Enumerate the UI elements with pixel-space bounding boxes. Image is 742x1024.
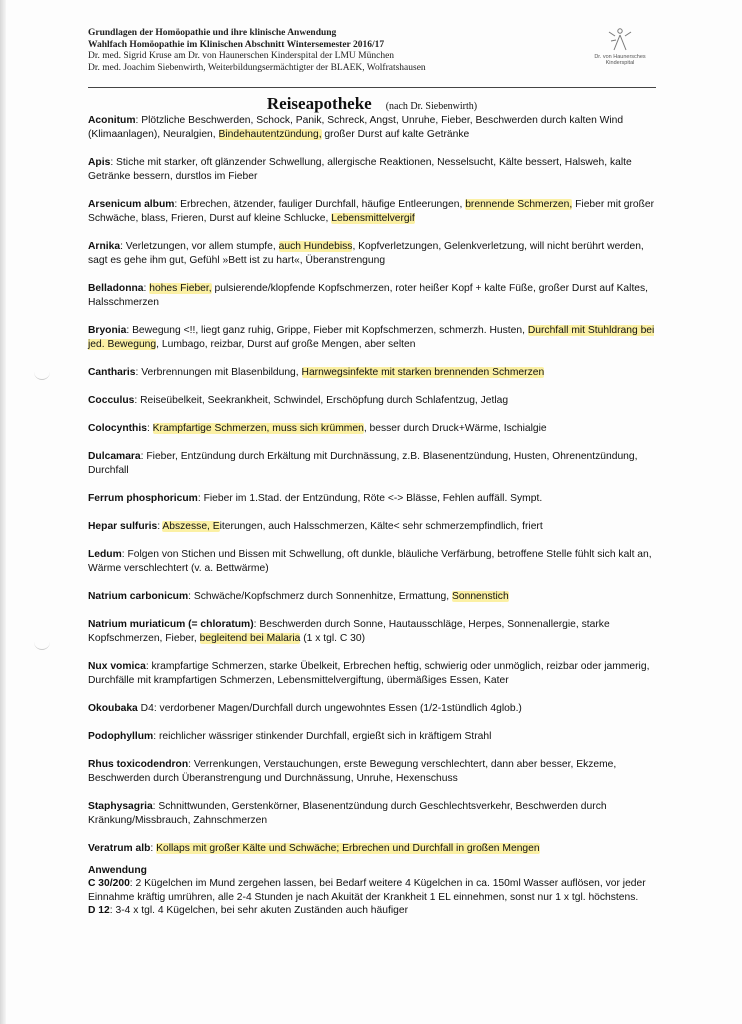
header-divider — [88, 87, 656, 88]
dosage-d-label: D 12 — [88, 905, 110, 917]
remedy-description: : Beschwerden durch Sonne, Hautausschläge, Herpes, Sonnenallergie, starke Kopfschmerzen, Fieber, — [88, 619, 610, 644]
punch-hole-mark — [34, 642, 50, 650]
remedy-name: Belladonna — [88, 283, 144, 294]
remedy-name: Hepar sulfuris — [88, 521, 158, 532]
remedy-description: : Plötzliche Beschwerden, Schock, Panik, Schreck, Angst, Unruhe, Fieber, Beschwerden durch kalten Wind (Klimaanlagen), Neuralgien, — [88, 115, 624, 140]
remedy-name: Veratrum alb — [88, 843, 151, 854]
course-title: Grundlagen der Homöopathie und ihre klinische Anwendung — [88, 28, 337, 38]
remedy-entry — [88, 156, 656, 184]
remedy-description: : Fieber, Entzündung durch Erkältung mit Durchnässung, z.B. Blasenentzündung, Husten, Ohrenentzündung, Durchfall — [88, 451, 638, 476]
page-subtitle: (nach Dr. Siebenwirth) — [385, 101, 478, 112]
remedy-name: Ledum — [88, 549, 122, 560]
usage-c-dosage — [88, 877, 656, 904]
remedy-description: , Kopfverletzungen, Gelenkverletzung, will nicht berührt werden, sagt es gehe ihm gut, Gefühl »Bett ist zu hart«, Überanstrengung — [88, 241, 644, 266]
remedy-name: Apis — [88, 157, 111, 168]
usage-label: Anwendung — [88, 865, 147, 876]
remedy-description: : Verbrennungen mit Blasenbildung, — [135, 367, 302, 378]
remedy-description: : — [150, 843, 157, 854]
remedy-entry — [88, 450, 656, 478]
highlighted-text: Abszesse, E — [162, 521, 220, 532]
remedy-description: : Stiche mit starker, oft glänzender Schwellung, allergische Reaktionen, Nesselsucht, Kälte bessert, Halsweh, kalte Getränke bessern, durstlos im Fieber — [88, 157, 632, 182]
course-subtitle: Wahlfach Homöopathie im Klinischen Abschnitt Wintersemester 2016/17 — [88, 39, 385, 50]
highlighted-text: Sonnenstich — [452, 591, 509, 602]
remedy-name: Nux vomica — [88, 661, 146, 672]
punch-hole-mark — [34, 372, 50, 380]
remedy-description: : Bewegung <!!, liegt ganz ruhig, Grippe, Fieber mit Kopfschmerzen, schmerzh. Husten, — [126, 325, 528, 336]
remedy-name: Arnika — [88, 241, 121, 252]
remedy-description: : Fieber im 1.Stad. der Entzündung, Röte <-> Blässe, Fehlen auffäll. Sympt. — [197, 493, 543, 504]
logo-text-1: Dr. von Haunersches — [594, 54, 646, 60]
remedy-name: Natrium carbonicum — [88, 591, 189, 602]
remedy-description: , Lumbago, reizbar, Durst auf große Mengen, aber selten — [156, 339, 416, 350]
remedy-entry — [88, 114, 656, 142]
remedy-description: D4: verdorbener Magen/Durchfall durch ungewohntes Essen (1/2-1stündlich 4glob.) — [137, 703, 522, 714]
remedy-name: Cantharis — [88, 367, 136, 378]
remedy-description: : reichlicher wässriger stinkender Durchfall, ergießt sich in kräftigem Strahl — [153, 731, 492, 742]
dosage-c-label: C 30/200 — [88, 878, 130, 890]
usage-section — [88, 864, 656, 918]
remedy-description: großer Durst auf kalte Getränke — [321, 129, 470, 140]
logo-text-2: Kinderspital — [605, 60, 635, 66]
highlighted-text: auch Hundebiss — [278, 241, 353, 252]
remedy-description: iterungen, auch Halsschmerzen, Kälte< sehr schmerzempfindlich, friert — [219, 521, 543, 532]
sheet-content — [88, 28, 656, 918]
remedy-name: Rhus toxicodendron — [88, 759, 189, 770]
remedy-description: : krampfartige Schmerzen, starke Übelkeit, Erbrechen heftig, schwierig oder unmöglich, reizbar oder jammerig, Durchfälle mit krampfartigen Schmerzen, Lebensmittelvergiftung, übermäßiges Essen, Kater — [88, 661, 650, 686]
remedy-name: Bryonia — [88, 325, 127, 336]
remedy-name: Staphysagria — [88, 801, 153, 812]
remedy-list — [88, 114, 656, 856]
remedy-description: : Verrenkungen, Verstauchungen, erste Bewegung verschlechtert, dann aber besser, Ekzeme, Beschwerden durch Überanstrengung und Durchnässung, Unruhe, Hexenschuss — [88, 759, 617, 784]
remedy-entry — [88, 758, 656, 786]
remedy-entry — [88, 702, 656, 716]
remedy-entry — [88, 240, 656, 268]
remedy-entry — [88, 198, 656, 226]
remedy-name: Ferrum phosphoricum — [88, 493, 198, 504]
remedy-entry — [88, 730, 656, 744]
remedy-description: : Verletzungen, vor allem stumpfe, — [120, 241, 279, 252]
remedy-description: : Schnittwunden, Gerstenkörner, Blasenentzündung durch Geschlechtsverkehr, Beschwerden durch Kränkung/Missbrauch, Zahnschmerzen — [88, 801, 607, 826]
page-edge-shadow — [0, 0, 6, 1024]
remedy-entry — [88, 520, 656, 534]
remedy-name: Colocynthis — [88, 423, 147, 434]
highlighted-text: Bindehautentzündung, — [218, 129, 322, 140]
hospital-logo-icon — [605, 26, 635, 54]
dosage-c-text: : 2 Kügelchen im Mund zergehen lassen, bei Bedarf weitere 4 Kügelchen in ca. 150ml Wasser auflösen, vor jeder Einnahme kräftig umrühren, alle 2-4 Stunden je nach Akuität der Krankheit 1 EL einnehmen, sonst nur 1 x tgl. höchstens. — [88, 878, 646, 903]
remedy-description: (1 x tgl. C 30) — [300, 633, 366, 644]
remedy-entry — [88, 492, 656, 506]
highlighted-text: Krampfartige Schmerzen, muss sich krümmen — [152, 423, 364, 434]
remedy-entry — [88, 800, 656, 828]
remedy-entry — [88, 282, 656, 310]
dosage-d-text: : 3-4 x tgl. 4 Kügelchen, bei sehr akuten Zuständen auch häufiger — [109, 905, 408, 917]
remedy-name: Arsenicum album — [88, 199, 175, 210]
remedy-description: pulsierende/klopfende Kopfschmerzen, roter heißer Kopf + kalte Füße, großer Durst auf Kaltes, Halsschmerzen — [88, 283, 649, 308]
remedy-name: Cocculus — [88, 395, 135, 406]
highlighted-text: Kollaps mit großer Kälte und Schwäche; Erbrechen und Durchfall in großen Mengen — [156, 843, 540, 854]
remedy-description: : Erbrechen, ätzender, fauliger Durchfall, häufige Entleerungen, — [174, 199, 466, 210]
remedy-name: Podophyllum — [88, 731, 154, 742]
highlighted-text: Lebensmittelvergif — [331, 213, 415, 224]
remedy-name: Okoubaka — [88, 703, 138, 714]
remedy-description: : Reiseübelkeit, Seekrankheit, Schwindel, Erschöpfung durch Schlafentzug, Jetlag — [134, 395, 509, 406]
author-line-2: Dr. med. Joachim Siebenwirth, Weiterbildungsermächtigter der BLAEK, Wolfratshausen — [88, 62, 426, 73]
remedy-description: Fieber mit großer Schwäche, blass, Frieren, Durst auf kleine Schlucke, — [88, 199, 655, 224]
remedy-name: Dulcamara — [88, 451, 141, 462]
remedy-entry — [88, 660, 656, 688]
remedy-entry — [88, 842, 656, 856]
author-line-1: Dr. med. Sigrid Kruse am Dr. von Haunerschen Kinderspital der LMU München — [88, 51, 395, 61]
remedy-description: : — [157, 521, 163, 532]
remedy-name: Aconitum — [88, 115, 136, 126]
remedy-entry — [88, 548, 656, 576]
remedy-description: : — [143, 283, 150, 294]
usage-d-dosage — [88, 904, 656, 917]
remedy-entry — [88, 590, 656, 604]
highlighted-text: Durchfall mit Stuhldrang bei jed. Bewegung — [88, 325, 655, 350]
remedy-entry — [88, 324, 656, 352]
remedy-entry — [88, 618, 656, 646]
remedy-description: : Schwäche/Kopfschmerz durch Sonnenhitze, Ermattung, — [188, 591, 452, 602]
document-header — [88, 28, 656, 90]
hospital-logo — [584, 26, 656, 66]
highlighted-text: brennende Schmerzen, — [465, 199, 573, 210]
remedy-entry — [88, 422, 656, 436]
remedy-entry — [88, 394, 656, 408]
remedy-description: , besser durch Druck+Wärme, Ischialgie — [363, 423, 547, 434]
remedy-entry — [88, 366, 656, 380]
page-title: Reiseapotheke — [266, 94, 372, 113]
remedy-description: : Folgen von Stichen und Bissen mit Schwellung, oft dunkle, bläuliche Verfärbung, betroffene Stelle fühlt sich kalt an, Wärme verschlechtert (v. a. Bettwärme) — [88, 549, 652, 574]
title-bar — [88, 94, 656, 114]
remedy-description: : — [146, 423, 153, 434]
remedy-name: Natrium muriaticum (= chloratum) — [88, 619, 254, 630]
highlighted-text: Harnwegsinfekte mit starken brennenden Schmerzen — [301, 367, 545, 378]
highlighted-text: begleitend bei Malaria — [199, 633, 301, 644]
highlighted-text: hohes Fieber, — [149, 283, 212, 294]
